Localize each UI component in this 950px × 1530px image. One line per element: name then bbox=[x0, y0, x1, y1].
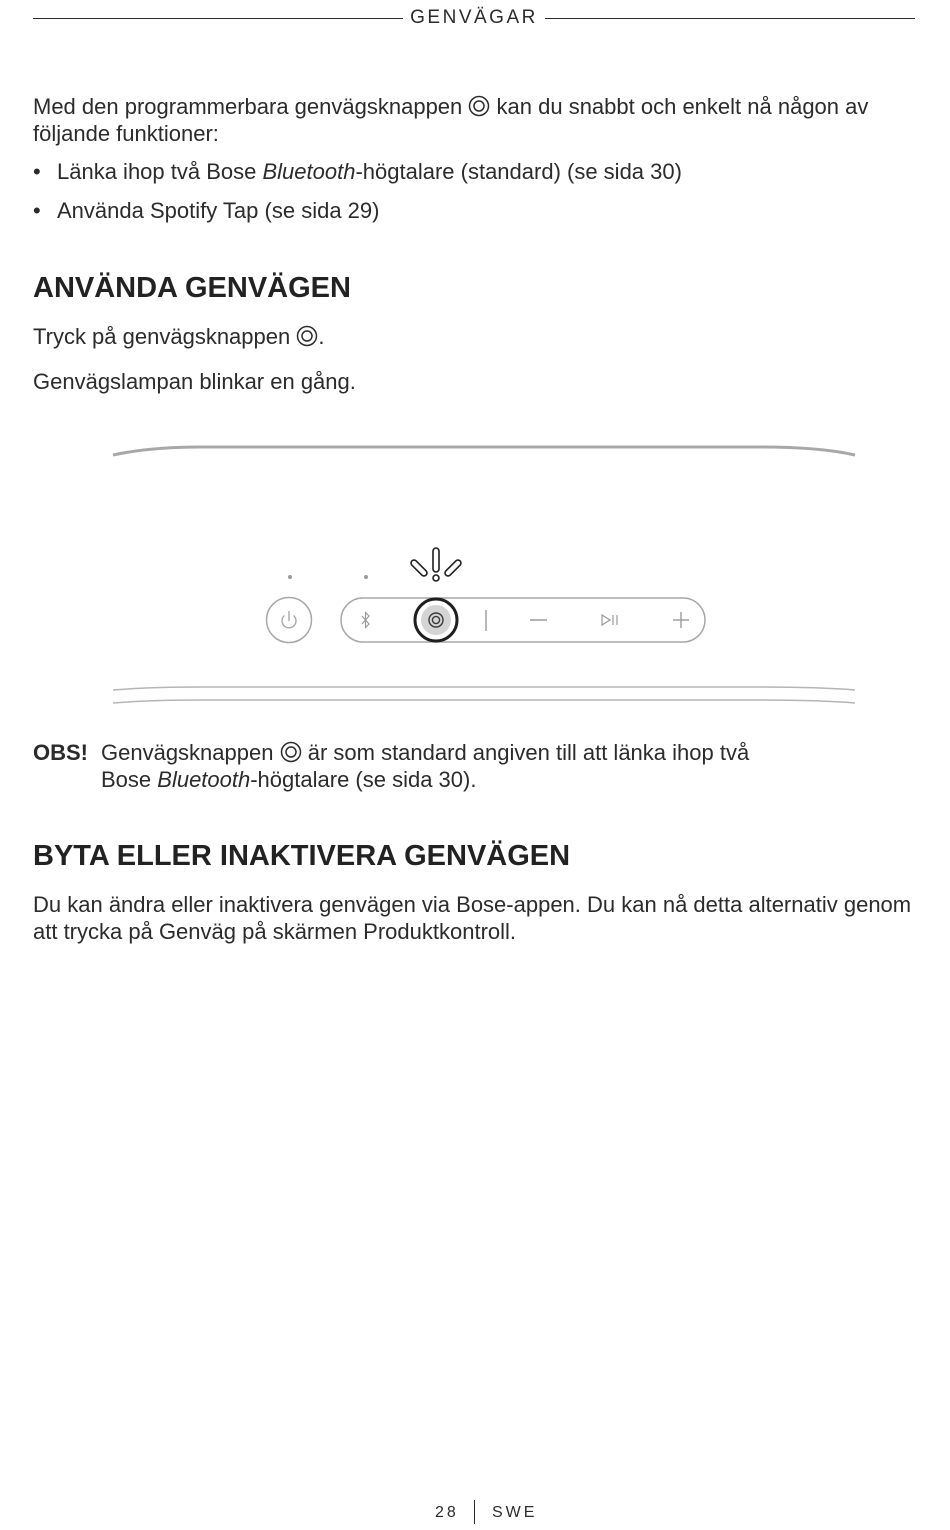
shortcut-button[interactable] bbox=[415, 599, 457, 641]
power-button[interactable] bbox=[267, 598, 312, 643]
language-code: SWE bbox=[492, 1504, 538, 1521]
page-number: 28 bbox=[435, 1504, 459, 1521]
page-footer bbox=[0, 1500, 950, 1530]
bullet-marker: • bbox=[33, 198, 41, 223]
section1-line1: Tryck på genvägsknappen . bbox=[33, 324, 325, 349]
control-bar bbox=[341, 598, 705, 642]
note-label: OBS! bbox=[33, 740, 88, 765]
section-heading-change-shortcut: BYTA ELLER INAKTIVERA GENVÄGEN bbox=[33, 840, 571, 872]
bullet-marker: • bbox=[33, 159, 41, 184]
shortcut-icon bbox=[468, 95, 490, 117]
bluetooth-indicator-light bbox=[364, 575, 368, 579]
intro-paragraph bbox=[33, 93, 913, 147]
header-rule-right bbox=[545, 18, 915, 19]
footer-separator bbox=[474, 1500, 475, 1524]
header-rule-left bbox=[33, 18, 403, 19]
speaker-top-edge bbox=[113, 447, 855, 455]
speaker-bottom-edge-2 bbox=[113, 700, 855, 703]
bullet-text: Använda Spotify Tap (se sida 29) bbox=[57, 198, 380, 223]
section1-line2: Genvägslampan blinkar en gång. bbox=[33, 369, 356, 394]
press-indicator-icon bbox=[410, 548, 462, 581]
power-indicator-light bbox=[288, 575, 292, 579]
shortcut-icon bbox=[280, 741, 302, 763]
shortcut-icon bbox=[296, 325, 318, 347]
bullet-text: Länka ihop två Bose Bluetooth-högtalare (standard) (se sida 30) bbox=[57, 159, 682, 184]
header-title: GENVÄGAR bbox=[410, 7, 538, 28]
section2-text: Du kan ändra eller inaktivera genvägen via Bose-appen. Du kan nå detta alternativ genom att trycka på Genväg på skärmen Produktkontroll. bbox=[33, 892, 912, 944]
section-heading-use-shortcut: ANVÄNDA GENVÄGEN bbox=[33, 272, 351, 304]
speaker-bottom-edge bbox=[113, 687, 855, 690]
intro-text-end: kan du snabbt och enkelt nå någon av följande funktioner: bbox=[33, 94, 869, 146]
intro-text-start: Med den programmerbara genvägsknappen bbox=[33, 94, 463, 119]
page-header bbox=[33, 6, 915, 32]
note-text: Genvägsknappen är som standard angiven till att länka ihop två Bose Bluetooth-högtalare (se sida 30). bbox=[101, 740, 750, 792]
speaker-illustration bbox=[0, 440, 950, 710]
